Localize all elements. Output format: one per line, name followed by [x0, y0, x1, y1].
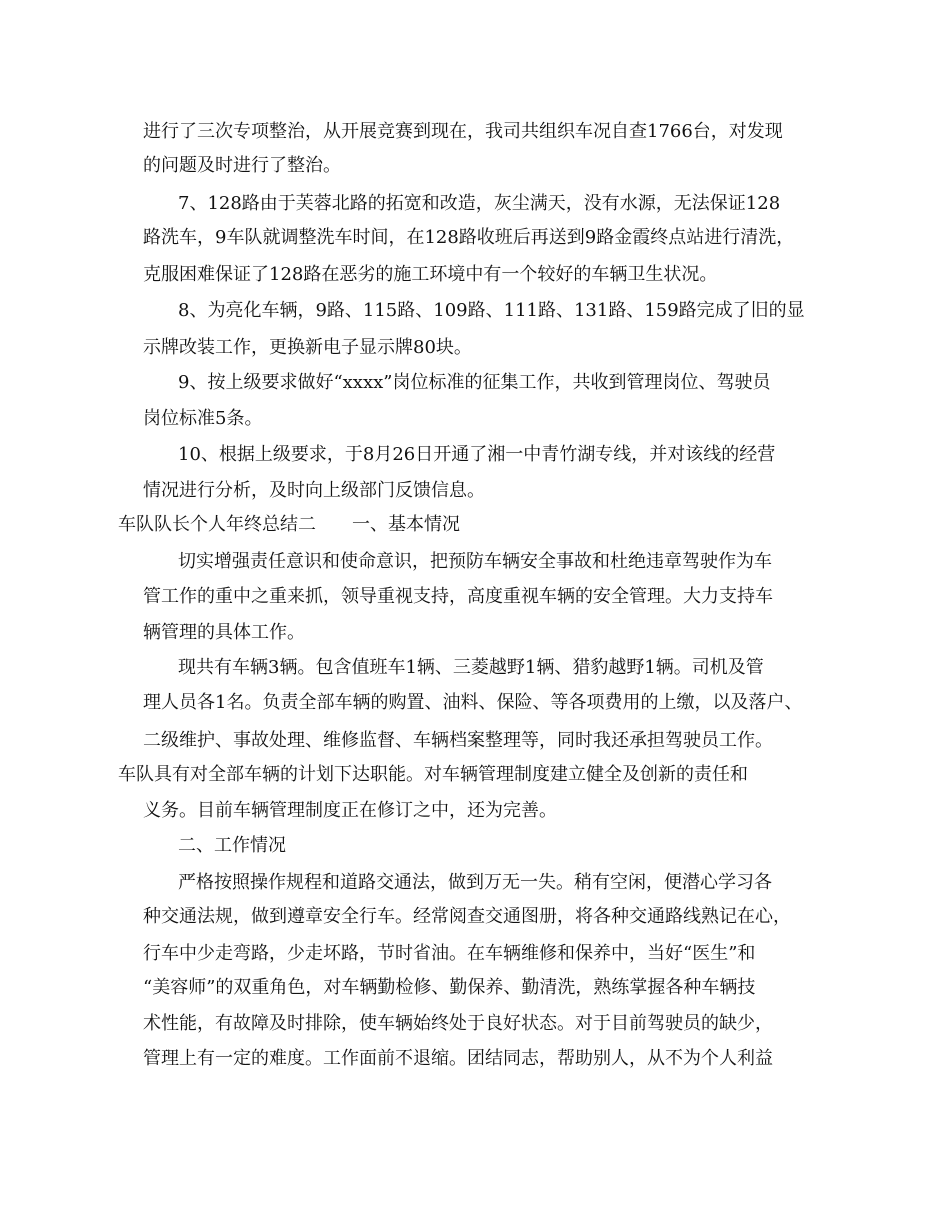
text-line: 行车中少走弯路，少走坏路，节时省油。在车辆维修和保养中，当好“医生”和 — [143, 943, 756, 964]
text-line: 管理上有一定的难度。工作面前不退缩。团结同志，帮助别人，从不为个人利益 — [143, 1048, 773, 1069]
text-line: 现共有车辆3辆。包含值班车1辆、三菱越野1辆、猎豹越野1辆。司机及管 — [178, 657, 764, 678]
text-line: 7、128路由于芙蓉北路的拓宽和改造，灰尘满天，没有水源，无法保证128 — [178, 193, 781, 214]
text-line: 情况进行分析，及时向上级部门反馈信息。 — [143, 480, 485, 501]
text-line: 二级维护、事故处理、维修监督、车辆档案整理等，同时我还承担驾驶员工作。 — [143, 730, 773, 751]
text-line: 岗位标准5条。 — [143, 408, 263, 429]
section-heading: 车队队长个人年终总结二 一、基本情况 — [118, 514, 460, 535]
text-line: 理人员各1名。负责全部车辆的购置、油料、保险、等各项费用的上缴，以及落户、 — [143, 692, 803, 713]
text-line: 管工作的重中之重来抓，领导重视支持，高度重视车辆的安全管理。大力支持车 — [143, 586, 773, 607]
text-line: 种交通法规，做到遵章安全行车。经常阅查交通图册，将各种交通路线熟记在心， — [143, 906, 791, 927]
text-line: 8、为亮化车辆，9路、115路、109路、111路、131路、159路完成了旧的显 — [178, 300, 805, 321]
text-line: 的问题及时进行了整治。 — [143, 155, 341, 176]
text-line: 辆管理的具体工作。 — [143, 622, 305, 643]
text-line: “美容师”的双重角色，对车辆勤检修、勤保养、勤清洗，熟练掌握各种车辆技 — [143, 977, 756, 998]
text-line: 术性能，有故障及时排除，使车辆始终处于良好状态。对于目前驾驶员的缺少， — [143, 1013, 773, 1034]
section-heading: 二、工作情况 — [178, 835, 286, 856]
text-line: 切实增强责任意识和使命意识，把预防车辆安全事故和杜绝违章驾驶作为车 — [178, 551, 772, 572]
text-line: 路洗车，9车队就调整洗车时间，在128路收班后再送到9路金霞终点站进行清洗， — [143, 227, 795, 248]
text-line: 严格按照操作规程和道路交通法，做到万无一失。稍有空闲，便潜心学习各 — [178, 872, 772, 893]
text-line: 车队具有对全部车辆的计划下达职能。对车辆管理制度建立健全及创新的责任和 — [118, 764, 748, 785]
text-line: 10、根据上级要求，于8月26日开通了湘一中青竹湖专线，并对该线的经营 — [178, 444, 776, 465]
text-line: 克服困难保证了128路在恶劣的施工环境中有一个较好的车辆卫生状况。 — [143, 264, 718, 285]
text-line: 9、按上级要求做好“xxxx”岗位标准的征集工作，共收到管理岗位、驾驶员 — [178, 372, 771, 393]
text-line: 进行了三次专项整治，从开展竞赛到现在，我司共组织车况自查1766台，对发现 — [143, 121, 783, 142]
text-line: 义务。目前车辆管理制度正在修订之中，还为完善。 — [143, 800, 557, 821]
text-line: 示牌改装工作，更换新电子显示牌80块。 — [143, 337, 472, 358]
